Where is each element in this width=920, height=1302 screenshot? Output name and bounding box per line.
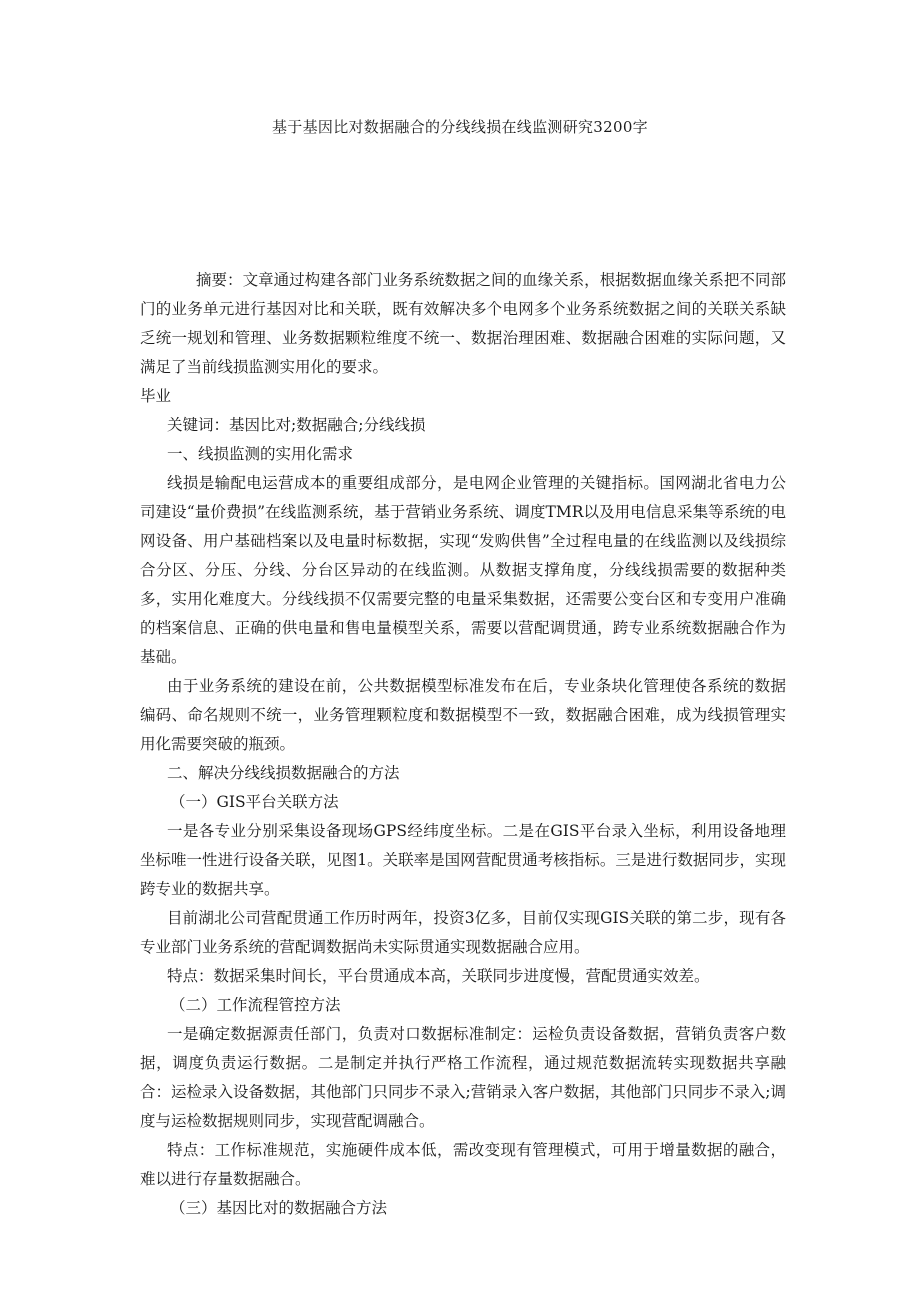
- keywords-line: 关键词：基因比对;数据融合;分线线损: [167, 416, 426, 434]
- subsection-2-heading: （二）工作流程管控方法: [170, 996, 341, 1014]
- subsection-1-paragraph-2: 目前湖北公司营配贯通工作历时两年，投资3亿多，目前仅实现GIS关联的第二步，现有各专业部门业务系统的营配调数据尚未实际贯通实现数据融合应用。: [140, 909, 786, 956]
- section-1-paragraph-2: 由于业务系统的建设在前，公共数据模型标准发布在后，专业条块化管理使各系统的数据编码、命名规则不统一，业务管理颗粒度和数据模型不一致，数据融合困难，成为线损管理实用化需要突破的瓶颈。: [140, 677, 786, 753]
- subsection-1-heading: （一）GIS平台关联方法: [170, 793, 339, 811]
- subsection-1-paragraph-3: 特点：数据采集时间长，平台贯通成本高，关联同步进度慢，营配贯通实效差。: [167, 967, 710, 985]
- abstract-paragraph: 摘要：文章通过构建各部门业务系统数据之间的血缘关系，根据数据血缘关系把不同部门的业务单元进行基因对比和关联，既有效解决多个电网多个业务系统数据之间的关联关系缺乏统一规划和管理、业务数据颗粒维度不统一、数据治理困难、数据融合困难的实际问题，又满足了当前线损监测实用化的要求。: [140, 271, 786, 376]
- subsection-2-paragraph-1: 一是确定数据源责任部门，负责对口数据标准制定：运检负责设备数据，营销负责客户数据，调度负责运行数据。二是制定并执行严格工作流程，通过规范数据流转实现数据共享融合：运检录入设备数据，其他部门只同步不录入;营销录入客户数据，其他部门只同步不录入;调度与运检数据规则同步，实现营配调融合。: [140, 1025, 786, 1130]
- section-2-heading: 二、解决分线线损数据融合的方法: [167, 764, 400, 782]
- subsection-1-paragraph-1: 一是各专业分别采集设备现场GPS经纬度坐标。二是在GIS平台录入坐标，利用设备地理坐标唯一性进行设备关联，见图1。关联率是国网营配贯通考核指标。三是进行数据同步，实现跨专业的数据共享。: [140, 822, 786, 898]
- document-title: 基于基因比对数据融合的分线线损在线监测研究3200字: [272, 118, 648, 136]
- section-1-paragraph-1: 线损是输配电运营成本的重要组成部分，是电网企业管理的关键指标。国网湖北省电力公司建设“量价费损”在线监测系统，基于营销业务系统、调度TMR以及用电信息采集等系统的电网设备、用户基础档案以及电量时标数据，实现“发购供售”全过程电量的在线监测以及线损综合分区、分压、分线、分台区异动的在线监测。从数据支撑角度，分线线损需要的数据种类多，实用化难度大。分线线损不仅需要完整的电量采集数据，还需要公变台区和专变用户准确的档案信息、正确的供电量和售电量模型关系，需要以营配调贯通，跨专业系统数据融合作为基础。: [140, 474, 786, 666]
- category-label: 毕业: [140, 387, 172, 405]
- section-1-heading: 一、线损监测的实用化需求: [167, 445, 354, 463]
- document-body: [140, 266, 786, 1223]
- subsection-2-paragraph-2: 特点：工作标准规范，实施硬件成本低，需改变现有管理模式，可用于增量数据的融合，难以进行存量数据融合。: [140, 1141, 786, 1188]
- subsection-3-heading: （三）基因比对的数据融合方法: [170, 1199, 388, 1217]
